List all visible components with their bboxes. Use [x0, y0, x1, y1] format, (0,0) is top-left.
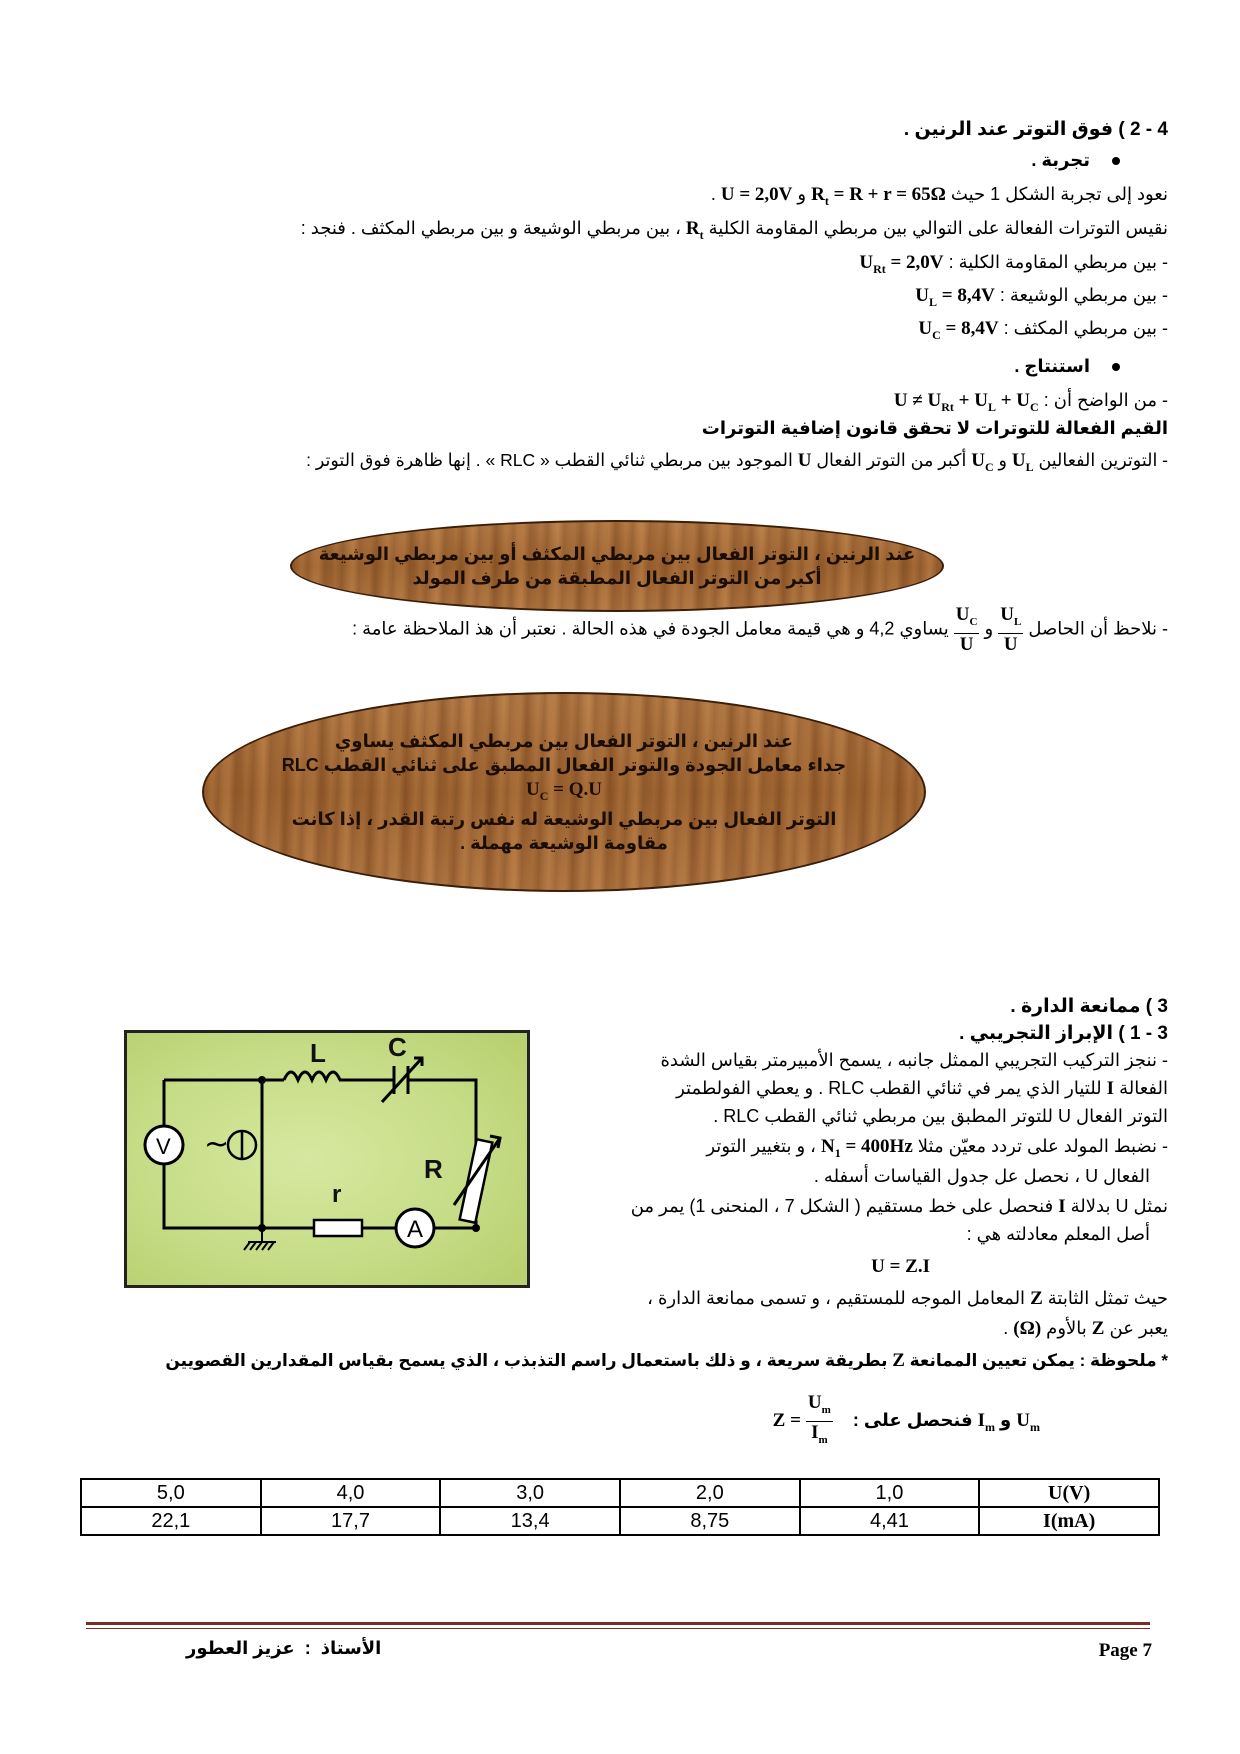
- setup-paragraph-3: التوتر الفعال U للتوتر المطبق بين مربطي ثنائي القطب RLC .: [713, 1106, 1168, 1126]
- experiment-line-2: نقيس التوترات الفعالة على التوالي بين مربطي المقاومة الكلية $R_t$ ، بين مربطي الوشيعة و بين مربطي المكثف . فنجد :: [300, 218, 1168, 242]
- fraction-uc-u: $\frac{U_C}{U}$: [955, 604, 978, 655]
- footer-divider: [86, 1622, 1150, 1625]
- conclusion-line-1: - من الواضح أن : $U \ne U_{Rt} + U_L + U_C$: [893, 390, 1168, 414]
- resistor-label: R: [424, 1154, 443, 1184]
- small-resistor-icon: [314, 1220, 362, 1236]
- setup-paragraph-5: الفعال U ، نحصل عل جدول القياسات أسفله .: [813, 1166, 1150, 1186]
- conclusion-line-3: - التوترين الفعالين $U_L$ و $U_C$ أكبر من التوتر الفعال U الموجود بين مربطي ثنائي القطب « RLC » . إنها ظاهرة فوق التوتر :: [306, 450, 1168, 474]
- oscilloscope-note: * ملحوظة : يمكن تعيين الممانعة Z بطريقة سريعة ، و ذلك باستعمال راسم التذبذب ، الذي يسمح بقياس المقدارين القصويين: [165, 1350, 1168, 1371]
- measurement-capacitor: - بين مربطي المكثف : $U_C = 8,4V$: [918, 318, 1168, 342]
- fraction-um-im: $\frac{U_m}{I_m}$: [807, 1392, 831, 1446]
- small-resistor-label: r: [332, 1181, 342, 1208]
- footer-divider-thin: [86, 1628, 1150, 1629]
- rlc-circuit-diagram: [124, 1030, 530, 1288]
- measurements-table: [80, 1478, 1160, 1536]
- experiment-line-1: نعود إلى تجربة الشكل 1 حيث $R_t = R + r = 65\Omega$ و U = 2,0V .: [710, 184, 1168, 208]
- bullet-icon: [1112, 363, 1120, 371]
- bullet-icon: [1112, 157, 1120, 165]
- inductor-label: L: [310, 1038, 326, 1068]
- quality-factor-note: - نلاحظ أن الحاصل $\frac{U_L}{U}$ و $\frac{U_C}{U}$ يساوي 4,2 و هي قيمة معامل الجودة في هذه الحالة . نعتبر أن هذ الملاحظة عامة :: [352, 604, 1168, 655]
- section-title-4-2: 4 - 2 ) فوق التوتر عند الرنين .: [903, 119, 1168, 140]
- setup-paragraph-9: يعبر عن Z بالأوم (Ω) .: [1003, 1318, 1168, 1339]
- impedance-formula: $U_m$ و $I_m$ فنحصل على : $\frac{U_m}{I_m}$ Z =: [773, 1392, 1040, 1451]
- ammeter-label: A: [407, 1216, 424, 1243]
- setup-paragraph-4: - نضبط المولد على تردد معيّن مثلا $N_1 = 400Hz$ ، و بتغيير التوتر: [706, 1136, 1168, 1160]
- measurement-coil: - بين مربطي الوشيعة : $U_L = 8,4V$: [915, 285, 1168, 309]
- setup-paragraph-8: حيث تمثل الثابتة Z المعامل الموجه للمستقيم ، و تسمى ممانعة الدارة ،: [647, 1288, 1168, 1309]
- setup-paragraph-7: أصل المعلم معادلته هي :: [966, 1224, 1150, 1244]
- voltmeter-label: V: [156, 1134, 171, 1159]
- circuit-frame: [126, 1032, 529, 1287]
- table-row: 5,0 4,0 3,0 2,0 1,0 U(V): [81, 1479, 1159, 1507]
- capacitor-label: C: [388, 1032, 407, 1062]
- conclusion-heading: استنتاج .: [1014, 356, 1120, 377]
- setup-paragraph-6: نمثل U بدلالة I فنحصل على خط مستقيم ( الشكل 7 ، المنحنى 1) يمر من: [630, 1196, 1168, 1217]
- ohm-law-equation: U = Z.I: [871, 1256, 930, 1277]
- highlight-ellipse-quality-factor: عند الرنين ، التوتر الفعال بين مربطي المكثف يساوي جداء معامل الجودة والتوتر الفعال المطبق على ثنائي القطب RLC $U_C = Q.U$ التوتر الفعال بين مربطي الوشيعة له نفس رتبة القدر ، إذا كانت مقاومة الوشيعة مهملة .: [202, 692, 926, 892]
- highlight-ellipse-overvoltage: عند الرنين ، التوتر الفعال بين مربطي المكثف أو بين مربطي الوشيعة أكبر من التوتر الفعال المطبقة من طرف المولد: [290, 520, 944, 612]
- experiment-heading: تجربة .: [1031, 150, 1120, 171]
- generator-label: ~: [204, 1127, 230, 1162]
- section-subtitle-3-1: 3 - 1 ) الإبراز التجريبي .: [959, 1023, 1168, 1044]
- setup-paragraph-1: - ننجز التركيب التجريبي الممثل جانبه ، يسمح الأمبيرمتر بقياس الشدة: [660, 1050, 1168, 1070]
- section-title-3: 3 ) ممانعة الدارة .: [1010, 996, 1168, 1017]
- author-name: الأستاذ : عزيز العطور: [186, 1638, 382, 1658]
- fraction-ul-u: $\frac{U_L}{U}$: [1000, 604, 1022, 655]
- table-row: 22,1 17,7 13,4 8,75 4,41 I(mA): [81, 1507, 1159, 1535]
- setup-paragraph-2: الفعالة I للتيار الذي يمر في ثنائي القطب RLC . و يعطي الفولطمتر: [676, 1078, 1168, 1099]
- measurement-resistance: - بين مربطي المقاومة الكلية : $U_{Rt} = 2,0V$: [859, 252, 1168, 276]
- conclusion-bold-statement: القيم الفعالة للتوترات لا تحقق قانون إضافية التوترات: [701, 418, 1168, 438]
- page-number: Page 7: [1098, 1640, 1152, 1661]
